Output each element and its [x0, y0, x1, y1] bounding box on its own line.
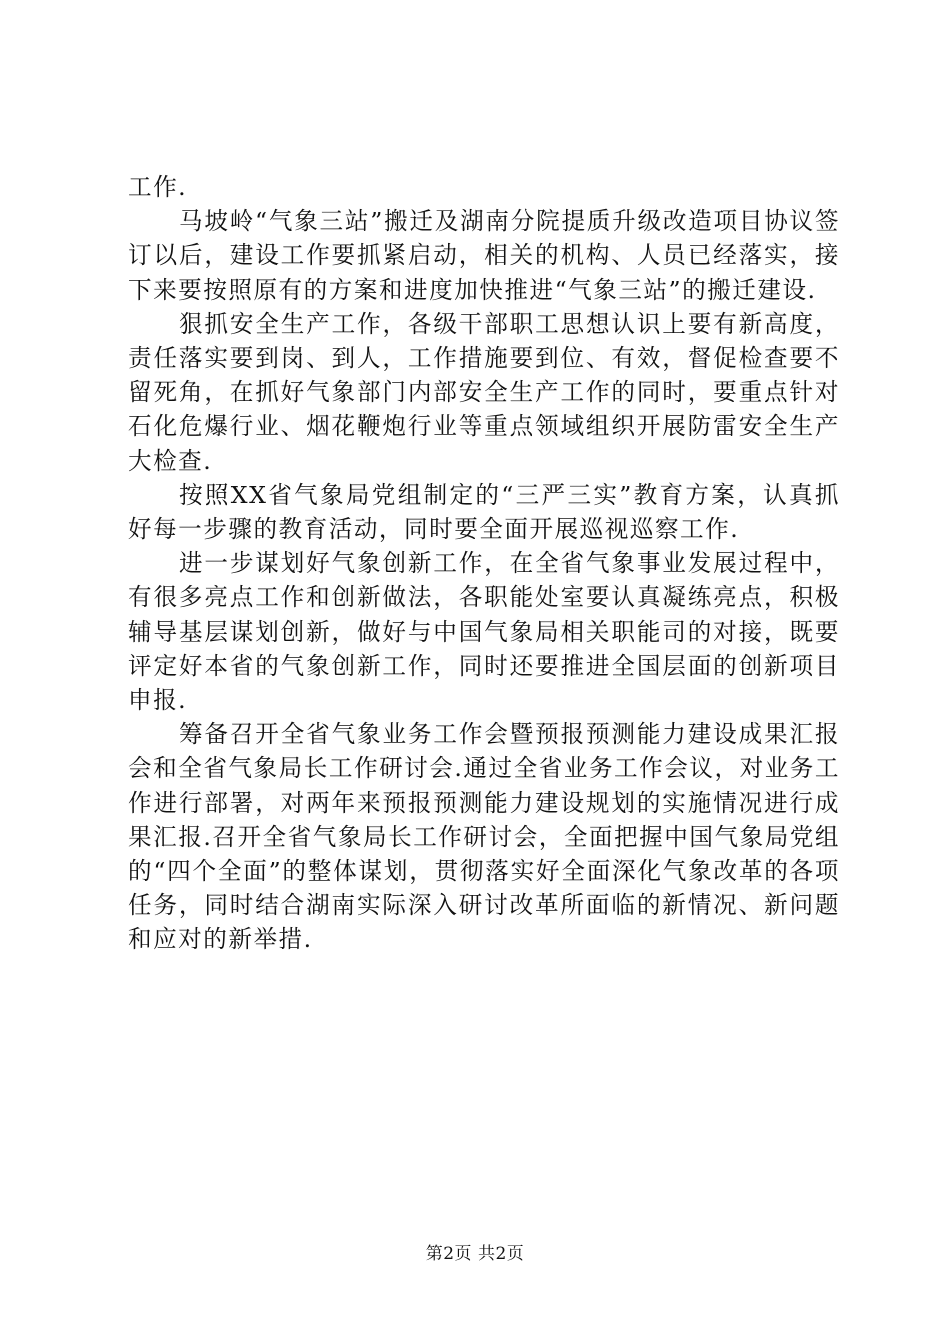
page-number-footer: 第2页 共2页 [425, 1244, 525, 1264]
paragraph-station-relocation: 马坡岭“气象三站”搬迁及湖南分院提质升级改造项目协议签订以后，建设工作要抓紧启动，相关的机构、人员已经落实，接下来要按照原有的方案和进度加快推进“气象三站”的搬迁建设. [128, 207, 840, 304]
paragraph-safety-production: 狠抓安全生产工作，各级干部职工思想认识上要有新高度，责任落实要到岗、到人，工作措施要到位、有效，督促检查要不留死角，在抓好气象部门内部安全生产工作的同时，要重点针对石化危爆行业、烟花鞭炮行业等重点领域组织开展防雷安全生产大检查. [128, 309, 840, 475]
paragraph-education-plan: 按照XX省气象局党组制定的“三严三实”教育方案，认真抓好每一步骤的教育活动，同时要全面开展巡视巡察工作. [128, 480, 840, 544]
document-body [128, 170, 840, 957]
paragraph-innovation: 进一步谋划好气象创新工作，在全省气象事业发展过程中，有很多亮点工作和创新做法，各职能处室要认真凝练亮点，积极辅导基层谋划创新，做好与中国气象局相关职能司的对接，既要评定好本省的气象创新工作，同时还要推进全国层面的创新项目申报. [128, 549, 840, 715]
paragraph-continuation: 工作. [128, 173, 188, 201]
paragraph-conference: 筹备召开全省气象业务工作会暨预报预测能力建设成果汇报会和全省气象局长工作研讨会.通过全省业务工作会议，对业务工作进行部署，对两年来预报预测能力建设规划的实施情况进行成果汇报.召开全省气象局长工作研讨会，全面把握中国气象局党组的“四个全面”的整体谋划，贯彻落实好全面深化气象改革的各项任务，同时结合湖南实际深入研讨改革所面临的新情况、新问题和应对的新举措. [128, 720, 840, 954]
